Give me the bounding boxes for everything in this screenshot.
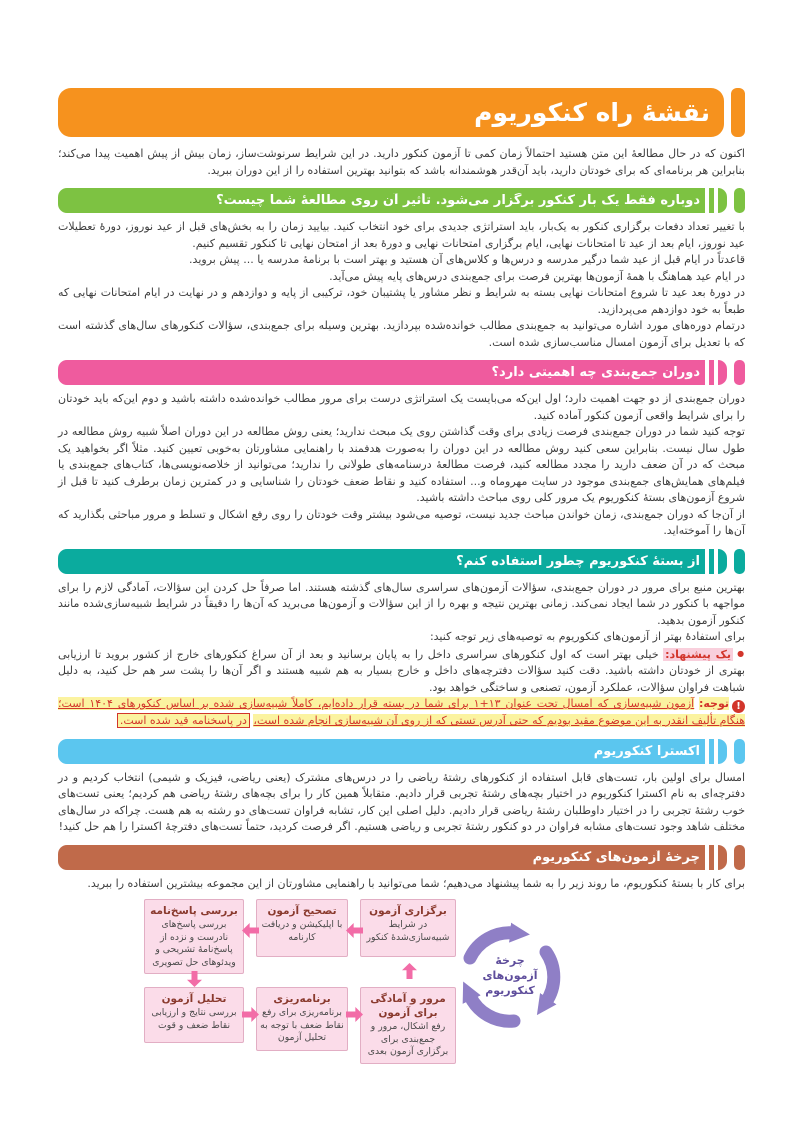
flow-step-title: برگزاری آزمون bbox=[369, 905, 447, 917]
flow-step-desc: بررسی نتایج و ارزیابی نقاط ضعف و قوت bbox=[151, 1007, 237, 1031]
note-text: آزمون شبیه‌سازی که امسال تحت عنوان ۱۳+۱ برای شما در بسته قرار داده‌ایم، کاملاً شبیه‌سازی شده بر اساس کنکورهای ۱۴۰۴ است؛ هنگام تألیف انقدر به این موضوع مقید بودیم که حتی آدرس تستی که از روی آن شبیه‌سازی انجام شده است، bbox=[58, 697, 745, 727]
section-heading-text: چرخهٔ آزمون‌های کنکوریوم bbox=[532, 849, 700, 865]
paragraph: درتمام دوره‌های مورد اشاره می‌توانید به جمع‌بندی مطالب خوانده‌شده بپردازید. بهترین وسیله برای جمع‌بندی، سؤالات کنکورهای سال‌های گذشته است که با تعدیل برای آزمون امسال مناسب‌سازی شده است. bbox=[58, 319, 745, 349]
paragraph: برای استفادهٔ بهتر از آزمون‌های کنکوریوم به توصیه‌های زیر توجه کنید: bbox=[429, 630, 745, 643]
paragraph: توجه کنید شما در دوران جمع‌بندی فرصت زیادی برای وقت گذاشتن روی یک مبحث ندارید؛ یعنی روش مطالعه در این دوران اصلاً شبیه روش مطالعه در طول سال نیست. بنابراین سعی کنید روش مطالعه در این دوران را به‌صورت هدفمند با راهنمایی مشاورتان به‌خوبی تعیین کنید. مثلاً اگر بخواهید یک مبحث که در آن ضعف دارید را مجدد مطالعه کنید، فرصت مطالعهٔ درسنامه‌های طولانی را ندارید؛ می‌توانید از خلاصه‌نویسی‌ها، کتاب‌های جمع‌بندی یا فیلم‌های همایش‌های جمع‌بندی موجود در سایت مهروماه و... استفاده کنید و نقاط ضعف خودتان را شناسایی و در کمترین زمان برطرف کنید تا قبل از شروع آزمون‌های بستهٔ کنکوریوم یک مرور کلی روی مباحث داشته باشید. bbox=[58, 425, 745, 504]
header-stripe-icon bbox=[714, 188, 718, 213]
flow-step-planning bbox=[256, 987, 348, 1051]
suggestion-text: خیلی بهتر است که اول کنکورهای سراسری داخل را به پایان برسانید و بعد از آن سراغ کنکورهای خارج از کشور بروید تا ارزیابی بهتری از خودتان داشته باشید. دقت کنید سؤالات دفترچه‌های داخل و خارج بسیار به هم شبیه هستند و اگر آن‌ها را پشت سر هم حل کنید، به دلیل شباهت فراوان سؤالات، عملکرد آزمون، تصنعی و ساختگی خواهد بود. bbox=[58, 647, 745, 694]
flow-step-title: تحلیل آزمون bbox=[161, 993, 227, 1005]
paragraph: در دورهٔ بعد عید تا شروع امتحانات نهایی بسته به شرایط و نظر مشاور یا پشتیبان خود، ترکیبی از پایه و دوازدهم و در نهایت در ایام امتحانات نهایی که طبعاً به خود دوازدهم می‌پردازید. bbox=[58, 286, 745, 316]
note-label: توجه: bbox=[698, 697, 729, 710]
note-paragraph bbox=[58, 696, 745, 730]
section-heading-extra bbox=[58, 739, 745, 764]
suggestion-label: یک پیشنهاد: bbox=[665, 647, 732, 661]
note-boxed-text: در پاسخنامه قید شده است. bbox=[117, 713, 250, 728]
header-stripe-icon bbox=[705, 739, 709, 764]
cycle-label: چرخهٔ آزمون‌های کنکوریوم bbox=[482, 954, 538, 997]
flow-step-desc: رفع اشکال، مرور و جمع‌بندی برای برگزاری آزمون بعدی bbox=[367, 1021, 449, 1057]
section-heading-exam-cycle bbox=[58, 845, 745, 870]
paragraph: بهترین منبع برای مرور در دوران جمع‌بندی، سؤالات آزمون‌های سراسری سال‌های گذشته هستند. اما صرفاً حل کردن این سؤالات، آمادگی لازم را برای مواجهه با کنکور در شما ایجاد نمی‌کند. زمانی بهترین نتیجه و بهره را از این سؤالات و آزمون‌ها می‌برید که آن‌ها را دقیقاً در شرایط شبیه‌سازی‌شده مانند کنکور آزمون بدهید. bbox=[58, 580, 745, 627]
section-heading-text: دوباره فقط یک بار کنکور برگزار می‌شود. تأثیر آن روی مطالعهٔ شما چیست؟ bbox=[216, 193, 700, 208]
paragraph: با تغییر تعداد دفعات برگزاری کنکور به یک‌بار، باید استراتژی جدیدی برای خود انتخاب کنید. بیایید زمان را به بخش‌های قبل از عید نوروز، دورهٔ تعطیلات عید نوروز، ایام بعد از عید تا امتحانات نهایی، ایام برگزاری امتحانات نهایی و دورهٔ بعد از امتحان نهایی تا کنکور تقسیم کنیم. bbox=[58, 220, 745, 250]
flow-step-desc: با اپلیکیشن و دریافت کارنامه bbox=[261, 919, 343, 943]
section-heading-exam-once bbox=[58, 188, 745, 213]
section-heading-text: از بستهٔ کنکوریوم چطور استفاده کنم؟ bbox=[456, 553, 700, 569]
header-stripe-icon bbox=[705, 845, 709, 870]
header-stub-icon bbox=[734, 549, 745, 574]
section-heading-review-importance bbox=[58, 360, 745, 385]
arrow-up-icon bbox=[402, 963, 417, 979]
page-title-bar bbox=[58, 88, 745, 137]
flow-step-title: مرور و آمادگی برای آزمون bbox=[370, 993, 446, 1019]
flow-step-title: بررسی پاسخ‌نامه bbox=[150, 905, 238, 917]
paragraph: قاعدتاً در ایام قبل از عید شما درگیر مدرسه و درس‌ها و کلاس‌های آن هستید و بهتر است با برنامهٔ مدرسه یا ... پیش بروید. bbox=[189, 253, 745, 266]
header-stripe-icon bbox=[714, 360, 718, 385]
flow-step-analyze-exam bbox=[144, 987, 244, 1043]
header-stripe-icon bbox=[705, 549, 709, 574]
section-heading-text: اکسترا کنکوریوم bbox=[593, 743, 700, 759]
paragraph: امسال برای اولین بار، تست‌های قابل استفاده از کنکورهای رشتهٔ ریاضی را در درس‌های مشترک (یعنی ریاضی، فیزیک و شیمی) انتخاب کردیم و در دفترچه‌ای به نام اکسترا کنکوریوم در اختیار بچه‌های رشتهٔ تجربی قرار دادیم. متقابلاً همین کار را برای بچه‌های رشتهٔ ریاضی هم کردیم؛ یعنی تست‌های خوب رشتهٔ تجربی را در اختیار داوطلبان رشتهٔ ریاضی قرار دادیم. دلیل اصلی این کار، تشابه فراوان تست‌های دو رشته به هم هست. چراکه در سال‌های مختلف شاهد وجود تست‌های مشابه فراوان در دو کنکور رشتهٔ تجربی و ریاضی هستیم. اگر فرصت کردید، حتماً تست‌های دفترچهٔ اکسترا را هم حل کنید! bbox=[58, 770, 745, 833]
flow-step-desc: بررسی پاسخ‌های نادرست و نزده از پاسخ‌نامهٔ تشریحی و ویدئوهای حل تصویری bbox=[152, 919, 236, 968]
header-stripe-icon bbox=[714, 739, 718, 764]
flow-step-hold-exam bbox=[360, 899, 456, 957]
exam-cycle-flowchart bbox=[58, 899, 745, 1059]
header-stripe-icon bbox=[705, 360, 709, 385]
intro-paragraph: اکنون که در حال مطالعهٔ این متن هستید احتمالاً زمان کمی تا آزمون کنکور دارید. در این شرایط سرنوشت‌ساز، زمان بیش از پیش اهمیت پیدا می‌کند؛ بنابراین هر برنامه‌ای که برای خودتان دارید، باید آن‌قدر هوشمندانه باشد که بتوانید بهترین استفاده را از این دوران ببرید. bbox=[58, 147, 745, 177]
paragraph: در ایام عید هماهنگ با همهٔ آزمون‌ها بهترین فرصت برای جمع‌بندی درس‌های پایه پیش می‌آید. bbox=[329, 269, 745, 283]
flow-step-title: برنامه‌ریزی bbox=[273, 993, 331, 1005]
header-stub-icon bbox=[734, 188, 745, 213]
flow-step-desc: برنامه‌ریزی برای رفع نقاط ضعف با توجه به تحلیل آزمون bbox=[260, 1007, 344, 1043]
alert-icon: ! bbox=[732, 700, 745, 713]
flow-step-grade-exam bbox=[256, 899, 348, 957]
section-heading-how-to-use bbox=[58, 549, 745, 574]
paragraph: از آن‌جا که دوران جمع‌بندی، زمان خواندن مباحث جدید نیست، توصیه می‌شود بیشتر وقت خودتان را روی رفع اشکال و تسلط و مرور مباحثی بگذارید که آن‌ها را آموخته‌اید. bbox=[58, 507, 745, 537]
paragraph: برای کار با بستهٔ کنکوریوم، ما روند زیر را به شما پیشنهاد می‌دهیم؛ شما می‌توانید با راهنمایی مشاورتان از این مجموعه بیشترین استفاده را ببرید. bbox=[87, 876, 745, 890]
header-stripe-icon bbox=[714, 549, 718, 574]
header-stub-icon bbox=[734, 360, 745, 385]
header-stub-icon bbox=[734, 739, 745, 764]
page-title-text: نقشهٔ راه کنکوریوم bbox=[474, 98, 710, 127]
paragraph: دوران جمع‌بندی از دو جهت اهمیت دارد؛ اول این‌که می‌بایست یک استراتژی درست برای مرور مطالب خوانده‌شده داشته باشید و دوم این‌که باید خودتان را برای شرایط واقعی آزمون کنکور آماده کنید. bbox=[58, 392, 745, 422]
header-stripe-icon bbox=[714, 845, 718, 870]
suggestion-paragraph bbox=[58, 646, 745, 697]
section-heading-text: دوران جمع‌بندی چه اهمیتی دارد؟ bbox=[491, 365, 700, 380]
header-stub-icon bbox=[734, 845, 745, 870]
flow-step-review-prepare bbox=[360, 987, 456, 1064]
bullet-icon: ● bbox=[737, 648, 746, 658]
page-title bbox=[58, 88, 724, 137]
header-stripe-icon bbox=[705, 188, 709, 213]
flow-step-title: تصحیح آزمون bbox=[267, 905, 337, 917]
title-stub-icon bbox=[731, 88, 745, 137]
flow-step-check-answer-key bbox=[144, 899, 244, 974]
flow-step-desc: در شرایط شبیه‌سازی‌شدهٔ کنکور bbox=[366, 919, 450, 943]
